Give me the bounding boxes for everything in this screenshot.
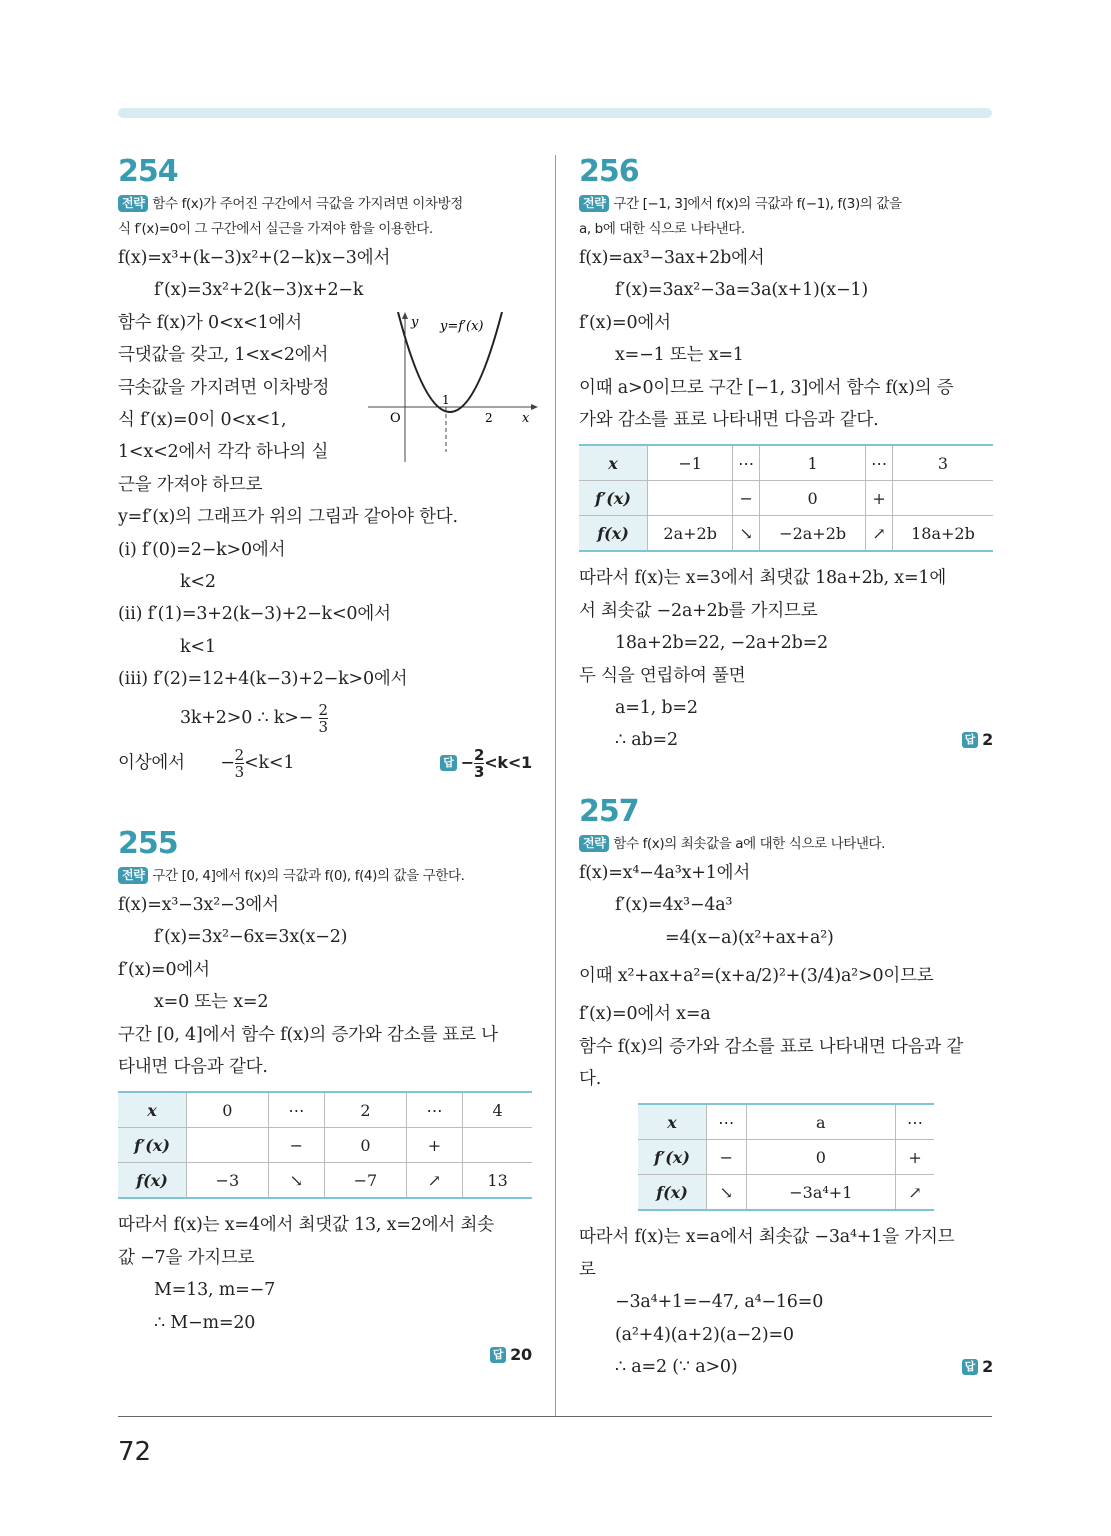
answer: 답 − $\frac{2}{3}$ <k<1 xyxy=(440,740,532,786)
solution-line: 18a+2b=22, −2a+2b=2 xyxy=(615,633,828,654)
solution-line: f(x)=x³−3x²−3에서 xyxy=(118,895,279,915)
solution-line: f′(x)=4x³−4a³ xyxy=(615,895,733,916)
table-row: x −1 ⋯ 1 ⋯ 3 xyxy=(579,445,993,481)
solution-line: ∴ M−m=20 xyxy=(154,1312,256,1333)
table-row: f(x) ↘ −3a⁴+1 ↗ xyxy=(638,1175,934,1211)
solution-line: (a²+4)(a+2)(a−2)=0 xyxy=(615,1324,794,1345)
solution-line: x=−1 또는 x=1 xyxy=(615,345,744,366)
column-divider xyxy=(555,155,556,1417)
strategy-badge: 전략 xyxy=(579,195,609,212)
solution-line: 이때 x²+ax+a²=(x+a/2)²+(3/4)a²>0이므로 xyxy=(579,966,934,987)
solution-line: 타내면 다음과 같다. xyxy=(118,1057,268,1078)
variation-table xyxy=(118,1091,532,1199)
solution-line: f(x)=x³+(k−3)x²+(2−k)x−3에서 xyxy=(118,248,391,268)
solution-line: =4(x−a)(x²+ax+a²) xyxy=(665,927,834,948)
solution-line: 구간 [0, 4]에서 함수 f(x)의 증가와 감소를 표로 나 xyxy=(118,1024,498,1045)
answer-badge: 답 xyxy=(962,1359,978,1375)
answer: 답 2 xyxy=(962,1351,993,1383)
solution-line: x=0 또는 x=2 xyxy=(154,992,269,1013)
solution-line: (ⅱ) f′(1)=3+2(k−3)+2−k<0에서 xyxy=(118,604,391,625)
strategy-badge: 전략 xyxy=(118,195,148,212)
strategy-badge: 전략 xyxy=(118,867,148,884)
origin-label: O xyxy=(390,411,401,426)
tick-1: 1 xyxy=(442,393,450,407)
problem-254 xyxy=(118,152,532,824)
variation-table xyxy=(638,1103,934,1211)
solution-line: 따라서 f(x)는 x=4에서 최댓값 13, x=2에서 최솟 xyxy=(118,1215,494,1236)
answer-badge: 답 xyxy=(440,755,456,771)
solution-line: k<1 xyxy=(180,636,216,657)
strategy-note: 전략 구간 [−1, 3]에서 f(x)의 극값과 f(−1), f(3)의 값을 a, b에 대한 식으로 나타낸다. xyxy=(579,196,902,237)
y-axis-arrow xyxy=(402,312,408,319)
solution-line: a=1, b=2 xyxy=(615,698,698,719)
solution-line: (ⅲ) f′(2)=12+4(k−3)+2−k>0에서 xyxy=(118,669,408,690)
problem-256 xyxy=(579,152,993,792)
solution-line: f′(x)=0에서 x=a xyxy=(579,1004,711,1025)
strategy-note: 전략 함수 f(x)가 주어진 구간에서 극값을 가지려면 이차방정 식 f′(x)=0이 그 구간에서 실근을 가져야 함을 이용한다. xyxy=(118,196,463,237)
solution-line: (ⅰ) f′(0)=2−k>0에서 xyxy=(118,539,286,560)
solution-line: 두 식을 연립하여 풀면 xyxy=(579,665,746,686)
solution-line: f(x)=x⁴−4a³x+1에서 xyxy=(579,863,751,883)
solution-line: 서 최솟값 −2a+2b를 가지므로 xyxy=(579,600,818,621)
answer-line xyxy=(118,1339,532,1371)
solution-line: 따라서 f(x)는 x=3에서 최댓값 18a+2b, x=1에 xyxy=(579,568,947,589)
answer: 답 2 xyxy=(962,724,993,756)
solution-line: 로 xyxy=(579,1259,596,1280)
solution-line: 함수 f(x)가 0<x<1에서 xyxy=(118,312,302,333)
problem-257 xyxy=(579,792,993,1383)
solution-line: 다. xyxy=(579,1069,602,1090)
strategy-note: 전략 구간 [0, 4]에서 f(x)의 극값과 f(0), f(4)의 값을 구한다. xyxy=(118,864,532,889)
solution-line: 3k+2>0 ∴ k>− $\frac{2}{3}$ xyxy=(180,700,328,736)
problem-number: 256 xyxy=(579,154,639,189)
table-row: f′(x) − 0 + xyxy=(638,1140,934,1175)
solution-line: f′(x)=3x²−6x=3x(x−2) xyxy=(154,927,348,948)
table-row: f′(x) − 0 + xyxy=(118,1128,532,1163)
answer-line: ∴ ab=2 답 2 xyxy=(579,724,993,756)
fraction: $\frac{2}{3}$ xyxy=(234,745,245,781)
x-label: x xyxy=(522,411,530,426)
solution-line: y=f′(x)의 그래프가 위의 그림과 같아야 한다. xyxy=(118,507,458,528)
solution-line: 근을 가져야 하므로 xyxy=(118,474,263,495)
left-column xyxy=(118,152,532,1371)
y-label: y xyxy=(411,315,419,330)
solution-line: 가와 감소를 표로 나타내면 다음과 같다. xyxy=(579,410,879,431)
top-decorative-bar xyxy=(118,108,992,118)
solution-line: 식 f′(x)=0이 0<x<1, xyxy=(118,410,287,431)
solution-line: f′(x)=0에서 xyxy=(579,312,671,333)
table-row: x ⋯ a ⋯ xyxy=(638,1104,934,1140)
solution-line: M=13, m=−7 xyxy=(154,1280,276,1301)
solution-line: f′(x)=0에서 xyxy=(118,959,210,980)
problem-number: 257 xyxy=(579,794,639,829)
curve-label: y=f′(x) xyxy=(440,319,484,334)
problem-255 xyxy=(118,824,532,1371)
table-row: x 0 ⋯ 2 ⋯ 4 xyxy=(118,1092,532,1128)
conclusion-line: 이상에서 − $\frac{2}{3}$ <k<1 답 − $\frac{2}{3}$ <k<1 xyxy=(118,740,532,786)
page-number: 72 xyxy=(118,1437,152,1467)
variation-table xyxy=(579,444,993,552)
solution-line: k<2 xyxy=(180,572,216,593)
derivative-graph xyxy=(368,312,538,462)
problem-number: 254 xyxy=(118,154,178,189)
answer-badge: 답 xyxy=(490,1347,506,1363)
fraction: $\frac{2}{3}$ xyxy=(473,745,485,781)
solution-line: f′(x)=3ax²−3a=3a(x+1)(x−1) xyxy=(615,280,868,301)
solution-line: 1<x<2에서 각각 하나의 실 xyxy=(118,442,329,463)
answer: 답 20 xyxy=(490,1339,532,1371)
strategy-badge: 전략 xyxy=(579,835,609,852)
solution-line: −3a⁴+1=−47, a⁴−16=0 xyxy=(615,1292,824,1313)
table-row: f′(x) − 0 + xyxy=(579,481,993,516)
solution-line: 극댓값을 갖고, 1<x<2에서 xyxy=(118,345,329,366)
solution-line: 이때 a>0이므로 구간 [−1, 3]에서 함수 f(x)의 증 xyxy=(579,377,954,398)
solution-line: 극솟값을 가지려면 이차방정 xyxy=(118,377,330,398)
strategy-note: 전략 함수 f(x)의 최솟값을 a에 대한 식으로 나타낸다. xyxy=(579,832,993,857)
footer-rule xyxy=(118,1416,992,1417)
right-column xyxy=(579,152,993,1383)
answer-line: ∴ a=2 (∵ a>0) 답 2 xyxy=(579,1351,993,1383)
problem-number: 255 xyxy=(118,826,178,861)
solution-line: 함수 f(x)의 증가와 감소를 표로 나타내면 다음과 같 xyxy=(579,1036,964,1057)
fraction: $\frac{2}{3}$ xyxy=(318,700,328,736)
solution-line: f′(x)=3x²+2(k−3)x+2−k xyxy=(154,280,364,301)
tick-2: 2 xyxy=(485,411,493,425)
answer-badge: 답 xyxy=(962,732,978,748)
solution-line: 따라서 f(x)는 x=a에서 최솟값 −3a⁴+1을 가지므 xyxy=(579,1227,955,1248)
table-row: f(x) −3 ↘ −7 ↗ 13 xyxy=(118,1163,532,1199)
solution-line: 값 −7을 가지므로 xyxy=(118,1247,255,1268)
x-axis-arrow xyxy=(531,404,538,410)
solution-line: f(x)=ax³−3ax+2b에서 xyxy=(579,248,765,268)
table-row: f(x) 2a+2b ↘ −2a+2b ↗ 18a+2b xyxy=(579,516,993,552)
